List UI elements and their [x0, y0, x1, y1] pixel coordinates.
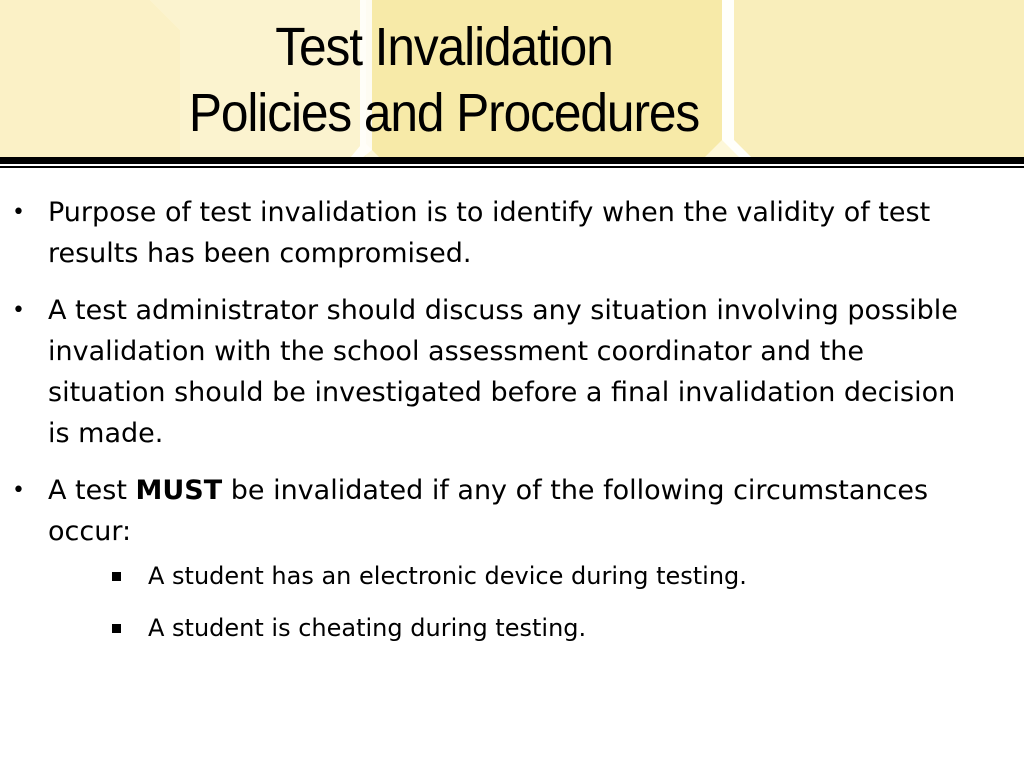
- square-bullet-icon: [112, 624, 121, 633]
- slide-body: [0, 192, 1000, 662]
- sub-bullet-text: A student is cheating during testing.: [148, 614, 587, 642]
- bullet-text-before: A test: [48, 475, 136, 506]
- sub-bullet-item-cheating: [48, 610, 966, 646]
- title-rule-thick: [0, 157, 1024, 164]
- sub-bullet-text: A student has an electronic device during testing.: [148, 562, 747, 590]
- title-line-1: Test Invalidation: [275, 17, 613, 77]
- bullet-item-discuss: [0, 290, 966, 454]
- bullet-item-must-invalidate: [0, 470, 966, 646]
- bullet-emphasis: MUST: [135, 475, 223, 506]
- bullet-list: [0, 192, 1000, 646]
- sub-bullet-list: [48, 558, 966, 646]
- title-line-2: Policies and Procedures: [188, 83, 700, 143]
- bullet-dot-icon: •: [12, 298, 25, 323]
- title-rule-thin: [0, 166, 1024, 168]
- square-bullet-icon: [112, 572, 121, 581]
- slide-title: [36, 14, 853, 146]
- bullet-text: Purpose of test invalidation is to identify when the validity of test results has been compromised.: [48, 197, 931, 269]
- sub-bullet-item-electronic-device: [48, 558, 966, 594]
- bullet-text-after: be invalidated if any of the following circumstances occur:: [48, 475, 929, 547]
- bullet-item-purpose: [0, 192, 966, 274]
- bullet-text: A test administrator should discuss any situation involving possible invalidation with the school assessment coordinator and the situation should be investigated before a final invalidation decision is made.: [48, 295, 958, 449]
- bullet-dot-icon: •: [12, 478, 25, 503]
- bullet-dot-icon: •: [12, 200, 25, 225]
